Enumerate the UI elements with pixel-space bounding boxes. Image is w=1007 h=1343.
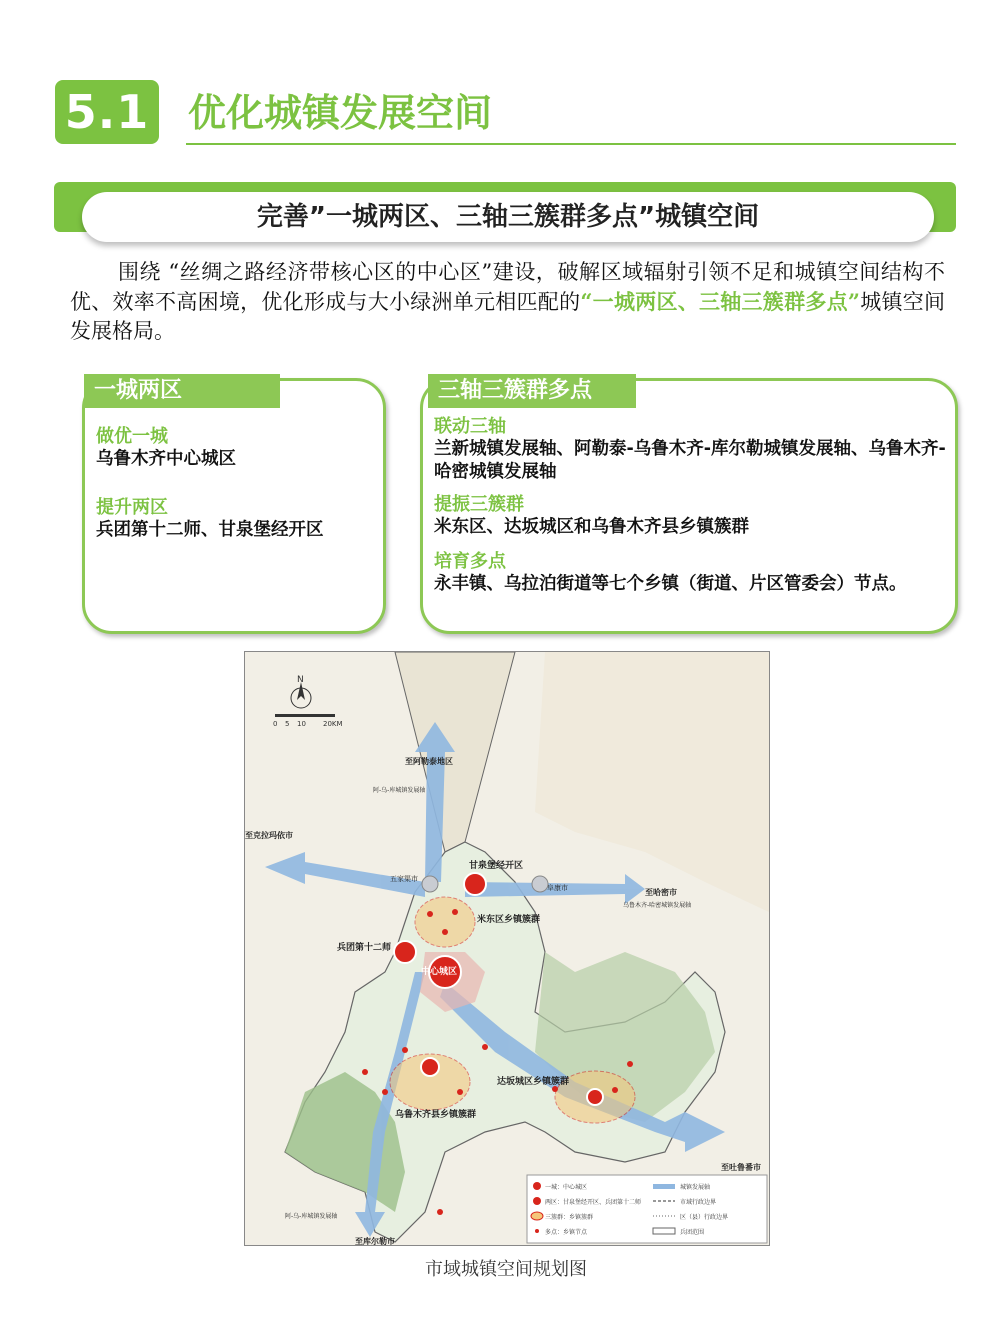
legend-center-icon bbox=[533, 1182, 541, 1190]
intro-text-after: 城镇空间发展格局。 bbox=[70, 290, 945, 343]
label-ganquanbao: 甘泉堡经开区 bbox=[469, 861, 524, 871]
legend-cluster-icon bbox=[531, 1212, 543, 1220]
svg-text:多点：乡镇节点: 多点：乡镇节点 bbox=[545, 1229, 588, 1236]
label-to-korla: 至库尔勒市 bbox=[355, 1237, 395, 1245]
midong-cluster bbox=[415, 897, 475, 947]
wujiaqu-node bbox=[422, 876, 438, 892]
right-card-item bbox=[434, 416, 946, 484]
label-urumqi-county: 乌鲁木齐县乡镇簇群 bbox=[395, 1110, 477, 1120]
ganquanbao-node bbox=[464, 873, 486, 895]
svg-text:0: 0 bbox=[273, 720, 278, 728]
label-axis-east: 乌鲁木齐-哈密城镇发展轴 bbox=[623, 902, 692, 909]
left-card-item bbox=[96, 426, 376, 471]
right-item-heading: 培育多点 bbox=[434, 551, 506, 572]
right-item-heading: 提振三簇群 bbox=[434, 494, 524, 515]
label-to-karamay: 至克拉玛依市 bbox=[245, 831, 293, 840]
svg-text:兵团范围: 兵团范围 bbox=[680, 1229, 705, 1236]
right-item-text: 永丰镇、乌拉泊街道等七个乡镇（街道、片区管委会）节点。 bbox=[434, 574, 907, 594]
left-item-text: 兵团第十二师、甘泉堡经开区 bbox=[96, 520, 324, 540]
fukang-node bbox=[532, 876, 548, 892]
label-axis-west: 阿-乌-库城镇发展轴 bbox=[373, 787, 426, 794]
label-center: 中心城区 bbox=[421, 967, 458, 977]
section-divider bbox=[186, 143, 956, 145]
left-item-heading: 做优一城 bbox=[96, 426, 168, 447]
banner-title: 完善”一城两区、三轴三簇群多点”城镇空间 bbox=[82, 192, 934, 242]
intro-paragraph bbox=[70, 258, 945, 346]
right-card-item bbox=[434, 494, 946, 539]
svg-text:5: 5 bbox=[285, 720, 290, 728]
left-item-text: 乌鲁木齐中心城区 bbox=[96, 449, 236, 469]
intro-highlight: “一城两区、三轴三簇群多点” bbox=[580, 289, 860, 314]
label-dabancheng: 达坂城区乡镇簇群 bbox=[497, 1077, 570, 1087]
label-wujiaqu: 五家渠市 bbox=[390, 875, 418, 883]
right-item-text: 米东区、达坂城区和乌鲁木齐县乡镇簇群 bbox=[434, 517, 749, 537]
section-number-badge: 5.1 bbox=[55, 80, 159, 144]
svg-text:两区：甘泉堡经开区、兵团第十二师: 两区：甘泉堡经开区、兵团第十二师 bbox=[545, 1199, 642, 1206]
legend-district-icon bbox=[533, 1197, 541, 1205]
right-card-item bbox=[434, 551, 946, 596]
label-to-altay: 至阿勒泰地区 bbox=[405, 757, 453, 766]
card-tag-right: 三轴三簇群多点 bbox=[428, 374, 636, 408]
label-midong: 米东区乡镇簇群 bbox=[477, 915, 541, 925]
svg-text:三簇群：乡镇簇群: 三簇群：乡镇簇群 bbox=[545, 1214, 594, 1221]
urban-space-planning-map bbox=[244, 651, 770, 1246]
legend-town-icon bbox=[535, 1229, 539, 1233]
svg-text:城镇发展轴: 城镇发展轴 bbox=[680, 1184, 711, 1191]
right-item-heading: 联动三轴 bbox=[434, 416, 506, 437]
svg-text:20KM: 20KM bbox=[323, 720, 343, 728]
left-card-item bbox=[96, 497, 376, 542]
right-item-text: 兰新城镇发展轴、阿勒泰-乌鲁木齐-库尔勒城镇发展轴、乌鲁木齐-哈密城镇发展轴 bbox=[434, 439, 946, 482]
label-to-hami: 至哈密市 bbox=[645, 888, 677, 897]
card-tag-left: 一城两区 bbox=[84, 374, 280, 408]
legend-axis-icon bbox=[653, 1184, 675, 1189]
map-legend bbox=[527, 1175, 767, 1243]
svg-text:市域行政边界: 市域行政边界 bbox=[680, 1199, 717, 1206]
map-caption: 市域城镇空间规划图 bbox=[425, 1259, 587, 1280]
label-fukang: 阜康市 bbox=[547, 884, 568, 892]
svg-text:10: 10 bbox=[297, 720, 306, 728]
bingtuan-node bbox=[394, 941, 416, 963]
label-to-turpan: 至吐鲁番市 bbox=[721, 1163, 761, 1172]
map-svg bbox=[245, 652, 769, 1245]
left-item-heading: 提升两区 bbox=[96, 497, 168, 518]
svg-text:一城：中心城区: 一城：中心城区 bbox=[545, 1184, 588, 1191]
intro-text-before: 围绕 “丝绸之路经济带核心区的中心区”建设，破解区域辐射引领不足和城镇空间结构不优、效率不高困境，优化形成与大小绿洲单元相匹配的 bbox=[70, 260, 945, 314]
section-title: 优化城镇发展空间 bbox=[188, 91, 493, 135]
urumqi-county-node bbox=[421, 1058, 439, 1076]
dabancheng-node bbox=[587, 1089, 603, 1105]
svg-text:区（县）行政边界: 区（县）行政边界 bbox=[680, 1214, 729, 1221]
svg-text:N: N bbox=[297, 675, 304, 685]
label-bingtuan: 兵团第十二师 bbox=[337, 943, 392, 953]
label-axis-south: 阿-乌-库城镇发展轴 bbox=[285, 1213, 338, 1220]
